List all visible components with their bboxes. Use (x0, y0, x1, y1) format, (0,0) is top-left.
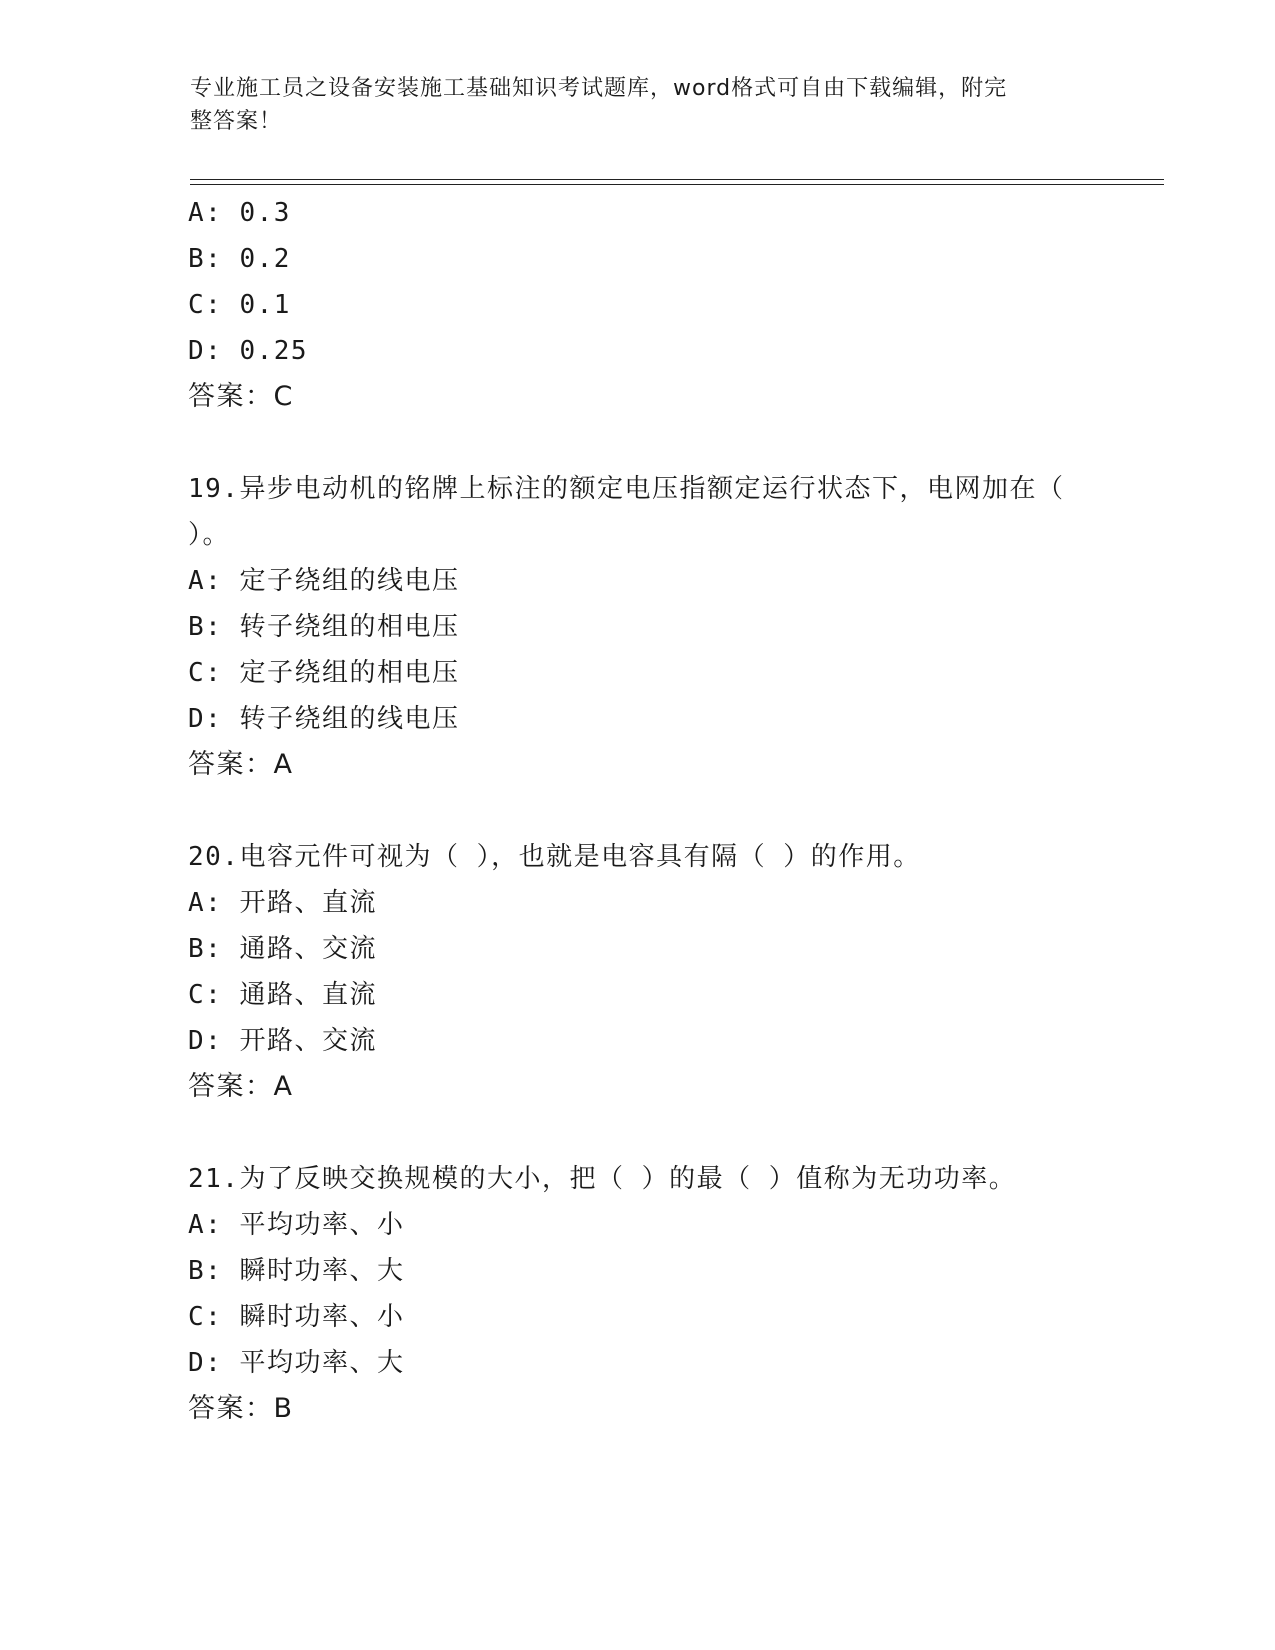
option-d: D: 开路、交流 (188, 1026, 377, 1056)
question-block-20 (188, 834, 1118, 1110)
header-divider-top (190, 179, 1164, 180)
header-line-1: 专业施工员之设备安装施工基础知识考试题库，word格式可自由下载编辑，附完 (190, 76, 1008, 101)
option-c: C: 定子绕组的相电压 (188, 658, 460, 688)
option-a: A: 平均功率、小 (188, 1210, 405, 1240)
question-block-18 (188, 190, 1118, 420)
option-d: D: 0.25 (188, 336, 309, 366)
header-line-2: 整答案！ (190, 109, 283, 134)
option-a: A: 定子绕组的线电压 (188, 566, 460, 596)
question-block-19 (188, 466, 1118, 788)
document-header (190, 72, 1090, 138)
answer-text: 答案：B (188, 1393, 294, 1424)
question-title: 20.电容元件可视为（ ），也就是电容具有隔（ ）的作用。 (188, 842, 921, 872)
question-block-21 (188, 1156, 1118, 1432)
question-title: 21.为了反映交换规模的大小，把（ ）的最（ ）值称为无功功率。 (188, 1164, 1017, 1194)
option-c: C: 0.1 (188, 290, 291, 320)
answer-text: 答案：A (188, 749, 294, 780)
option-c: C: 通路、直流 (188, 980, 377, 1010)
question-list (188, 190, 1118, 1432)
option-b: B: 瞬时功率、大 (188, 1256, 405, 1286)
option-a: A: 开路、直流 (188, 888, 377, 918)
answer-text: 答案：A (188, 1071, 294, 1102)
option-d: D: 转子绕组的线电压 (188, 704, 460, 734)
question-spacer (188, 420, 1118, 466)
option-b: B: 0.2 (188, 244, 291, 274)
option-b: B: 转子绕组的相电压 (188, 612, 460, 642)
option-d: D: 平均功率、大 (188, 1348, 405, 1378)
option-a: A: 0.3 (188, 198, 291, 228)
question-spacer (188, 1110, 1118, 1156)
question-title: 19.异步电动机的铭牌上标注的额定电压指额定运行状态下，电网加在（ ）。 (188, 474, 1065, 550)
question-spacer (188, 788, 1118, 834)
option-c: C: 瞬时功率、小 (188, 1302, 405, 1332)
option-b: B: 通路、交流 (188, 934, 377, 964)
answer-text: 答案：C (188, 381, 294, 412)
header-divider-bottom (190, 184, 1164, 185)
